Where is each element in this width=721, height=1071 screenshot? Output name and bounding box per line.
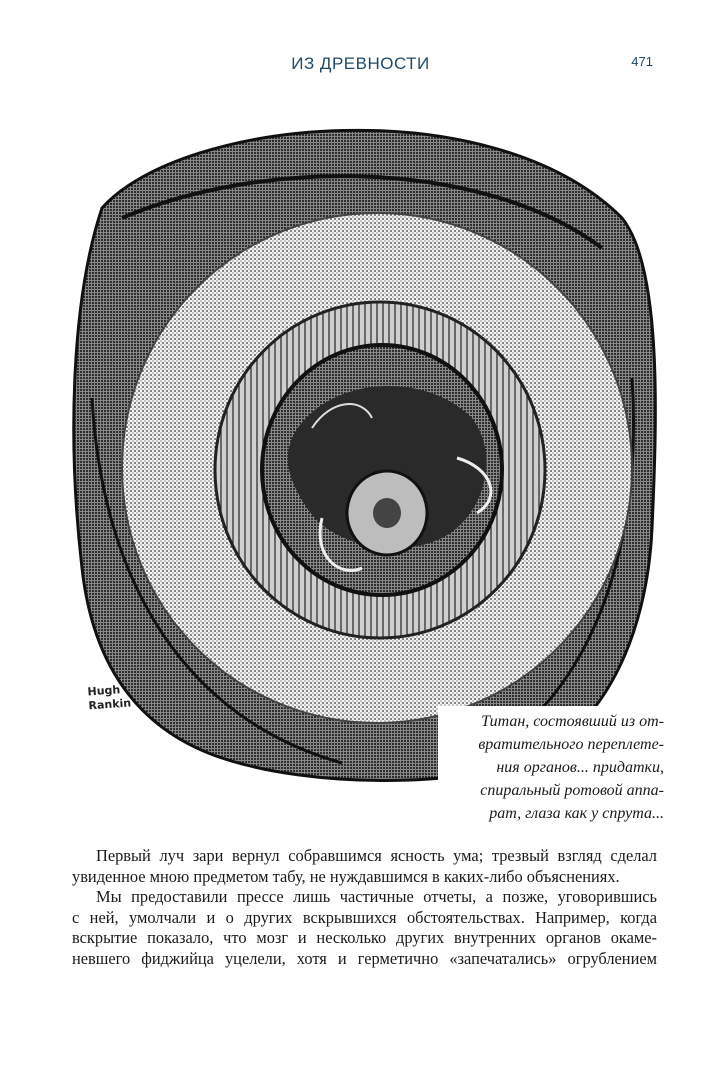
text-line: с ней, умолчали и о других вскрывшихся обстоятельствах. Например, когда (72, 907, 657, 927)
illustration-caption (438, 706, 670, 827)
signature-line: Rankin (88, 696, 132, 713)
caption-line: спиральный ротовой аппа- (480, 782, 664, 799)
text-line: увиденное мною предметом табу, не нуждавшимся в каких-либо объяснениях. (72, 866, 620, 886)
artist-signature (87, 681, 159, 714)
caption-line: ния органов... придатки, (496, 759, 664, 776)
signature-line: Hugh (87, 683, 121, 699)
text-line: Мы предоставили прессе лишь частичные отчеты, а позже, уговорившись (96, 887, 657, 907)
caption-line: рат, глаза как у спрута... (489, 805, 664, 822)
running-title: ИЗ ДРЕВНОСТИ (291, 54, 430, 73)
body-paragraphs (72, 846, 657, 970)
caption-line: Титан, состоявший из от- (481, 713, 664, 730)
text-line: невшего фиджийца уцелели, хотя и герметично «запечатались» огрублением (72, 948, 657, 968)
caption-line: вратительного переплете- (478, 736, 664, 753)
page-number: 471 (631, 54, 653, 69)
text-line: вскрытие показало, что мозг и несколько других внутренних органов окаме- (72, 928, 657, 948)
text-line: Первый луч зари вернул собравшимся ясность ума; трезвый взгляд сделал (96, 846, 657, 865)
